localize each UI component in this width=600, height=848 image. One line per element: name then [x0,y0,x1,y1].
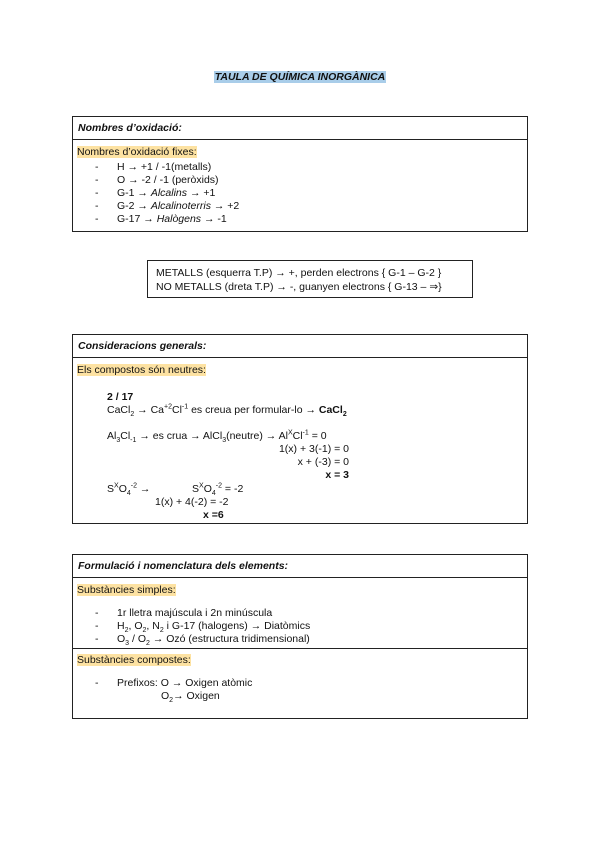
simple-item: - $H_2$, $O_2$, $N_2$ i G-17 (halogens) → Diatòmics [95,620,311,635]
example3-eq1: 1(x) + 4(-2) = -2 [155,496,229,508]
neutral-label: Els compostos són neutres: [77,364,206,376]
example3-eq2: x =6 [203,509,224,521]
example2-eq3: x = 3 [325,469,349,481]
example2-eq1: 1(x) + 3(-1) = 0 [278,443,349,455]
example3-line: $S^XO_4^{-2}$ → [107,482,151,498]
example1-header: 2 / 17 [107,391,134,403]
example2-eq2: x + (-3) = 0 [297,456,349,468]
oxidation-item: - H → +1 / -1(metalls) [95,161,212,173]
page-title-text: TAULA DE QUÍMICA INORGÀNICA [214,71,386,83]
page-title [0,71,600,83]
oxidation-fixed-label: Nombres d’oxidació fixes: [77,146,197,158]
simple-label-row [73,578,527,599]
prefix-item-2: $O_2\to$ Oxigen [161,690,220,705]
formulation-box [72,554,528,719]
oxidation-item: - O → -2 / -1 (peròxids) [95,174,219,186]
oxidation-heading: Nombres d’oxidació: [73,117,527,140]
metals-line: METALLS (esquerra T.P) → +, perden electrons { G-1 – G-2 } [156,267,442,279]
oxidation-fixed-label-row [73,140,527,161]
compound-substances-label: Substàncies compostes: [77,654,191,666]
oxidation-item: - G-17 → Halògens → -1 [95,213,227,225]
example2-line: $Al_3Cl_{-1}$ → es crua → AlCl$_3$(neutre) → $Al^XCl^{-1} = 0$ [107,429,327,445]
simple-item: - 1r lletra majúscula i 2n minúscula [95,607,273,619]
formulation-heading: Formulació i nomenclatura dels elements: [73,555,527,578]
oxidation-list [73,161,527,226]
prefix-item: - Prefixos: O → Oxigen atòmic [95,677,253,689]
general-considerations-box [72,334,528,524]
compound-label-row [73,648,527,669]
example3-line-b: $S^XO_4^{-2} = -2$ [192,482,244,498]
example1-line: CaCl$_2$ → $Ca^{+2}Cl^{-1}$ es creua per formular-lo → CaCl$_2$ [107,403,347,419]
general-heading: Consideracions generals: [73,335,527,358]
simple-substances-label: Substàncies simples: [77,584,176,596]
oxidation-item: - G-2 → Alcalinoterris → +2 [95,200,240,212]
oxidation-item: - G-1 → Alcalins → +1 [95,187,216,199]
neutral-label-row [73,358,527,379]
nonmetals-line: NO METALLS (dreta T.P) → -, guanyen electrons { G-13 – ⇒} [156,281,442,293]
simple-item: - $O_3 / O_2$ → Ozó (estructura tridimensional) [95,633,310,648]
metals-box [147,260,473,298]
oxidation-numbers-box [72,116,528,232]
